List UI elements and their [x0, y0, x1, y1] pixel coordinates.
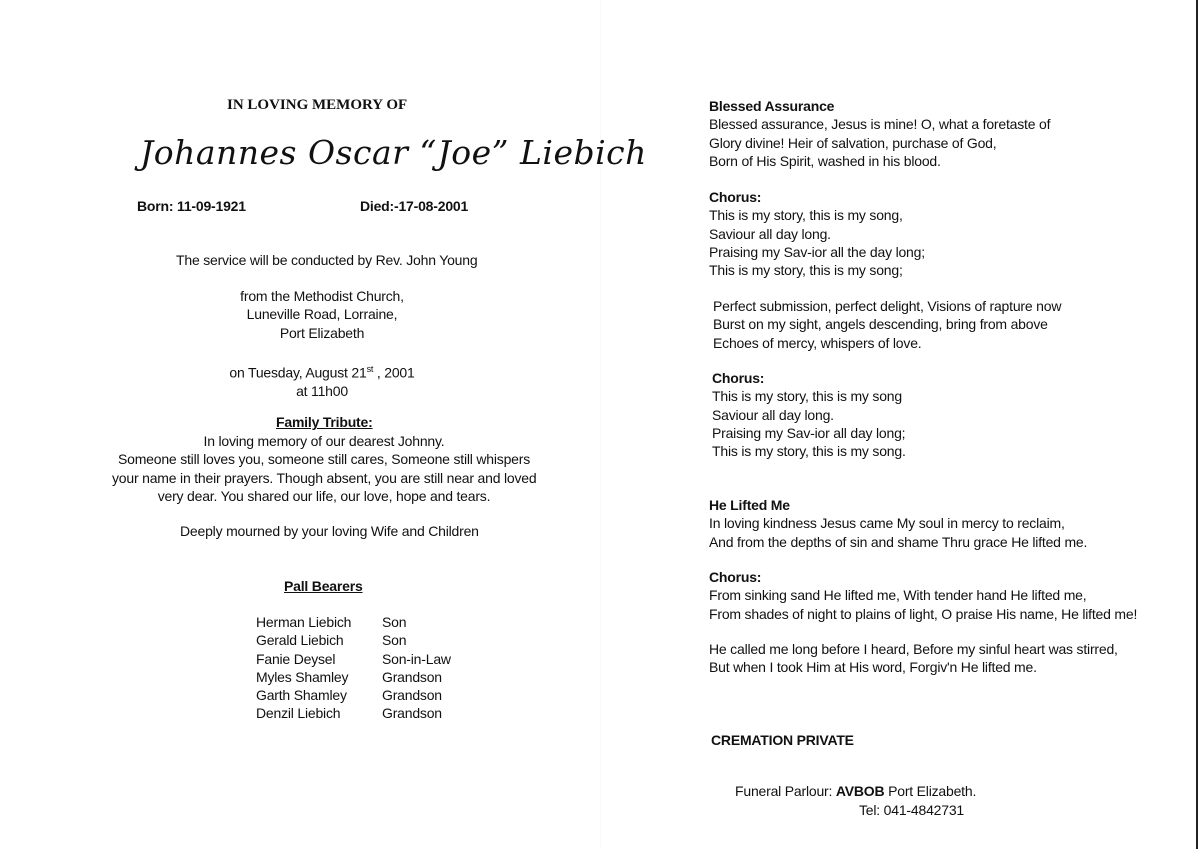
parlour-city: Port Elizabeth. — [884, 783, 977, 799]
chorus-3 — [709, 568, 1137, 623]
chorus-line: This is my story, this is my song — [712, 388, 902, 405]
page-fold — [600, 0, 601, 849]
died-date: Died:-17-08-2001 — [360, 198, 469, 214]
parlour-name: AVBOB — [835, 783, 885, 799]
service-location — [222, 287, 422, 342]
parlour-telephone: Tel: 041-4842731 — [859, 802, 964, 818]
service-time: at 11h00 — [296, 382, 348, 399]
pall-bearer-relation: Son — [382, 614, 407, 630]
verse-line: Perfect submission, perfect delight, Visions of rapture now — [713, 298, 1062, 314]
family-tribute-text — [112, 432, 536, 505]
hymn-blessed-assurance — [709, 97, 1050, 170]
hymn-line: Glory divine! Heir of salvation, purchase of God, — [709, 134, 997, 151]
pall-bearer-name: Garth Shamley — [256, 687, 347, 704]
hymn-he-lifted-me — [709, 496, 1087, 551]
pall-bearers-title: Pall Bearers — [284, 578, 363, 594]
date-year: , 2001 — [373, 364, 415, 381]
chorus-title: Chorus: — [709, 189, 762, 205]
pall-bearer-relation: Grandson — [382, 668, 442, 685]
memorial-heading: IN LOVING MEMORY OF — [227, 97, 408, 113]
chorus-line: From sinking sand He lifted me, With tender hand He lifted me, — [709, 587, 1087, 604]
service-date — [222, 360, 422, 400]
family-tribute-title: Family Tribute: — [276, 414, 373, 430]
hymn-line: And from the depths of sin and shame Thru grace He lifted me. — [709, 533, 1088, 550]
pall-bearer-names — [256, 613, 351, 723]
chorus-1 — [709, 188, 925, 279]
verse-line: But when I took Him at His word, Forgiv'n He lifted me. — [709, 659, 1037, 676]
chorus-line: Saviour all day long. — [709, 225, 831, 242]
pall-bearer-name: Gerald Liebich — [256, 632, 344, 649]
deceased-name: Johannes Oscar “Joe” Liebich — [140, 133, 647, 172]
verse-line: Burst on my sight, angels descending, bring from above — [713, 316, 1048, 333]
funeral-parlour — [735, 783, 976, 799]
verse-2 — [713, 297, 1061, 352]
verse-4 — [709, 640, 1118, 677]
mourned-by: Deeply mourned by your loving Wife and Children — [180, 523, 479, 539]
pall-bearer-name: Myles Shamley — [256, 668, 349, 685]
tribute-line: very dear. You shared our life, our love, hope and tears. — [157, 487, 491, 504]
parlour-label: Funeral Parlour: — [735, 783, 836, 799]
pall-bearer-relation: Grandson — [382, 687, 442, 704]
hymn-line: In loving kindness Jesus came My soul in mercy to reclaim, — [709, 515, 1065, 532]
location-line: from the Methodist Church, — [240, 288, 404, 304]
verse-line: He called me long before I heard, Before my sinful heart was stirred, — [709, 641, 1118, 657]
cremation-notice: CREMATION PRIVATE — [711, 732, 854, 748]
born-date: Born: 11-09-1921 — [137, 198, 246, 214]
location-line: Luneville Road, Lorraine, — [246, 306, 398, 323]
pall-bearer-relation: Grandson — [382, 705, 442, 722]
service-officiant: The service will be conducted by Rev. John Young — [176, 252, 478, 268]
date-text: on Tuesday, August 21 — [229, 364, 367, 381]
verse-line: Echoes of mercy, whispers of love. — [713, 334, 922, 351]
tribute-line: Someone still loves you, someone still cares, Someone still whispers — [117, 451, 531, 468]
tribute-line: In loving memory of our dearest Johnny. — [203, 433, 445, 449]
tribute-line: your name in their prayers. Though absent, you are still near and loved — [112, 469, 537, 486]
chorus-title: Chorus: — [712, 370, 765, 386]
chorus-line: From shades of night to plains of light, O praise His name, He lifted me! — [709, 605, 1138, 622]
pall-bearer-relation: Son-in-Law — [382, 650, 451, 667]
date-ordinal: st — [366, 364, 374, 374]
location-line: Port Elizabeth — [279, 324, 365, 341]
chorus-2 — [712, 369, 906, 460]
chorus-line: Saviour all day long. — [712, 406, 834, 423]
hymn-title: He Lifted Me — [709, 497, 790, 513]
hymn-title: Blessed Assurance — [709, 98, 835, 114]
chorus-line: This is my story, this is my song, — [709, 207, 903, 224]
chorus-line: This is my story, this is my song. — [712, 443, 906, 460]
chorus-title: Chorus: — [709, 569, 762, 585]
chorus-line: Praising my Sav-ior all the day long; — [709, 243, 925, 260]
hymn-line: Born of His Spirit, washed in his blood. — [709, 152, 941, 169]
scan-edge — [1196, 0, 1198, 849]
chorus-line: This is my story, this is my song; — [709, 262, 903, 279]
pall-bearer-relations — [382, 613, 451, 723]
pall-bearer-name: Herman Liebich — [256, 614, 352, 630]
pall-bearer-relation: Son — [382, 632, 407, 649]
chorus-line: Praising my Sav-ior all day long; — [712, 424, 906, 441]
pall-bearer-name: Fanie Deysel — [256, 650, 336, 667]
pall-bearer-name: Denzil Liebich — [256, 705, 341, 722]
hymn-line: Blessed assurance, Jesus is mine! O, what a foretaste of — [709, 116, 1051, 133]
